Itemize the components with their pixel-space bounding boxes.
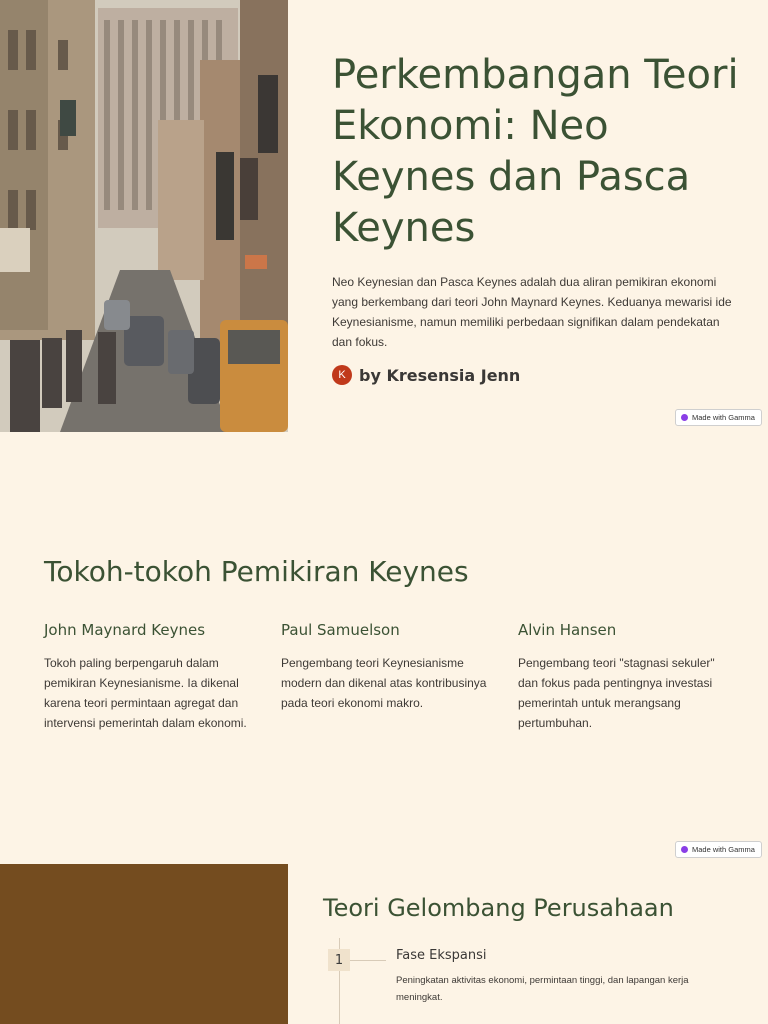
figure-name: Alvin Hansen	[518, 621, 617, 639]
business-cycle-slide	[0, 864, 768, 1024]
badge-label: Made with Gamma	[692, 413, 755, 422]
keynes-figures-slide	[0, 432, 768, 864]
figure-card	[281, 621, 491, 713]
avatar: K	[332, 365, 352, 385]
gamma-logo-icon	[681, 414, 688, 421]
figure-card	[44, 621, 254, 733]
made-with-gamma-badge[interactable]	[675, 841, 762, 858]
figure-card	[518, 621, 728, 733]
step-title: Fase Ekspansi	[396, 948, 487, 963]
author-name: by Kresensia Jenn	[359, 365, 521, 385]
timeline-connector	[350, 960, 386, 961]
badge-label: Made with Gamma	[692, 845, 755, 854]
figure-name: John Maynard Keynes	[44, 621, 206, 639]
street-photo	[0, 0, 288, 432]
slide-title: Perkembangan Teori Ekonomi: Neo Keynes dan Pasca Keynes	[332, 52, 739, 251]
section-title: Tokoh-tokoh Pemikiran Keynes	[44, 555, 469, 588]
brown-image-panel	[0, 864, 288, 1024]
figure-description: Pengembang teori Keynesianisme modern dan dikenal atas kontribusinya pada teori ekonomi makro.	[281, 656, 487, 710]
title-slide	[0, 0, 768, 432]
step-description: Peningkatan aktivitas ekonomi, permintaan tinggi, dan lapangan kerja meningkat.	[396, 975, 689, 1003]
figure-description: Tokoh paling berpengaruh dalam pemikiran Keynesianisme. Ia dikenal karena teori permintaan agregat dan intervensi pemerintah dalam ekonomi.	[44, 656, 247, 730]
author-byline	[332, 365, 520, 385]
step-number: 1	[328, 949, 350, 971]
intro-paragraph: Neo Keynesian dan Pasca Keynes adalah dua aliran pemikiran ekonomi yang berkembang dari teori John Maynard Keynes. Keduanya mewarisi ide Keynesianisme, namun memiliki perbedaan signifikan dalam pendekatan dan fokus.	[332, 275, 732, 349]
figure-name: Paul Samuelson	[281, 621, 400, 639]
made-with-gamma-badge[interactable]	[675, 409, 762, 426]
figure-description: Pengembang teori "stagnasi sekuler" dan fokus pada pentingnya investasi pemerintah untuk merangsang pertumbuhan.	[518, 656, 715, 730]
gamma-logo-icon	[681, 846, 688, 853]
section-title: Teori Gelombang Perusahaan	[323, 894, 674, 922]
